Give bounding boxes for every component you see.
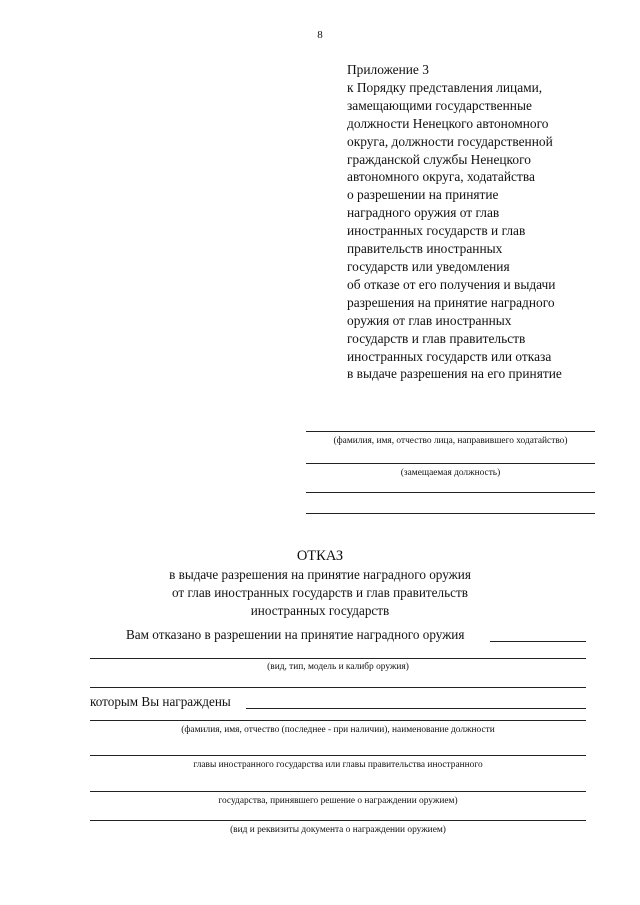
appendix-line: к Порядку представления лицами,: [347, 79, 543, 95]
addressee-extra-line: [306, 492, 595, 493]
appendix-line: оружия от глав иностранных: [347, 312, 512, 328]
refusal-text: Вам отказано в разрешении на принятие наградного оружия: [126, 627, 465, 642]
document-subtitle: [0, 566, 640, 620]
award-doc-caption: (вид и реквизиты документа о награждении оружием): [230, 825, 446, 835]
appendix-line: иностранных государств или отказа: [347, 348, 552, 364]
subtitle-line: иностранных государств: [250, 603, 390, 618]
blank-line: [90, 687, 586, 688]
appendix-line: наградного оружия от глав: [347, 205, 500, 221]
award-doc-line: [90, 820, 586, 821]
addressee-extra-line: [306, 513, 595, 514]
appendix-line: государств или уведомления: [347, 258, 510, 274]
addressee-position-caption: (замещаемая должность): [400, 468, 501, 478]
appendix-line: Приложение 3: [347, 62, 429, 77]
addressee-name-caption: (фамилия, имя, отчество лица, направившего ходатайство): [333, 436, 568, 446]
state-line: [90, 791, 586, 792]
appendix-line: в выдаче разрешения на его принятие: [347, 366, 562, 382]
appendix-line: гражданской службы Ненецкого: [347, 151, 531, 167]
appendix-line: о разрешении на принятие: [347, 187, 499, 203]
appendix-header: [347, 61, 617, 383]
addressee-position-line: [306, 463, 595, 464]
head-line: [90, 755, 586, 756]
awarder-line: [90, 720, 586, 721]
awarded-by-text: которым Вы награждены: [90, 694, 231, 709]
appendix-line: округа, должности государственной: [347, 133, 553, 149]
subtitle-line: в выдаче разрешения на принятие наградного оружия: [169, 567, 471, 582]
weapon-inline-line: [490, 641, 586, 642]
awarder-inline-line: [246, 708, 586, 709]
subtitle-line: от глав иностранных государств и глав правительств: [172, 585, 468, 600]
weapon-caption: (вид, тип, модель и калибр оружия): [267, 662, 409, 672]
appendix-line: иностранных государств и глав: [347, 223, 526, 239]
appendix-line: правительств иностранных: [347, 241, 503, 257]
appendix-line: государств и глав правительств: [347, 330, 526, 346]
document-title: ОТКАЗ: [296, 548, 344, 564]
appendix-line: должности Ненецкого автономного: [347, 115, 549, 131]
addressee-name-line: [306, 431, 595, 432]
head-caption: главы иностранного государства или главы правительства иностранного: [193, 760, 483, 770]
awarder-caption: (фамилия, имя, отчество (последнее - при наличии), наименование должности: [181, 725, 495, 735]
appendix-line: замещающими государственные: [347, 97, 532, 113]
state-caption: государства, принявшего решение о награждении оружием): [218, 796, 458, 806]
page-number: 8: [317, 29, 323, 41]
appendix-line: об отказе от его получения и выдачи: [347, 276, 556, 292]
appendix-line: разрешения на принятие наградного: [347, 294, 555, 310]
weapon-line: [90, 658, 586, 659]
appendix-line: автономного округа, ходатайства: [347, 169, 535, 185]
